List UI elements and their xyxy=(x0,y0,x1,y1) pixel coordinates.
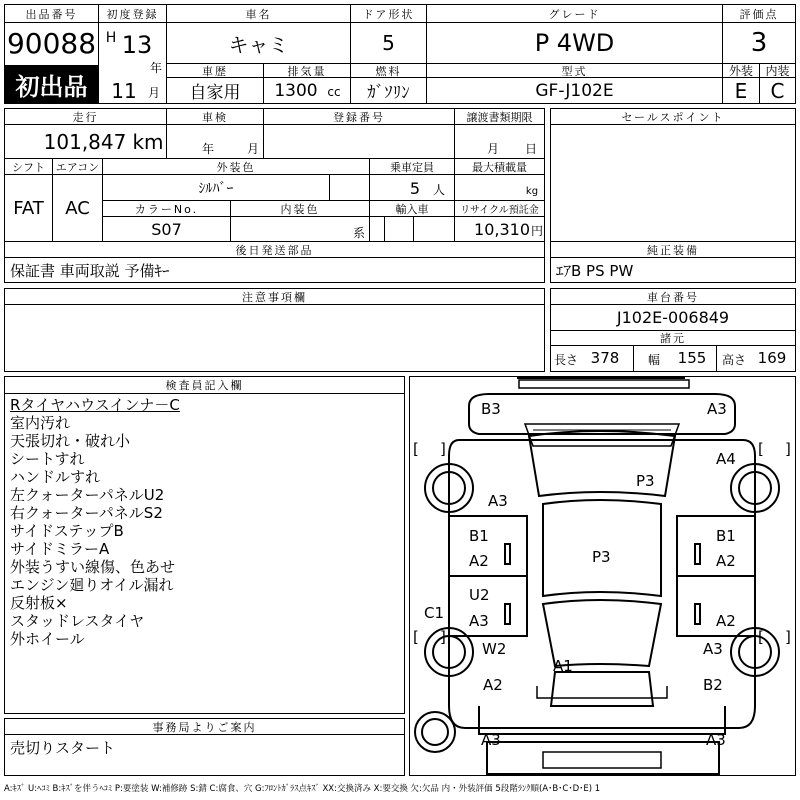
car-outline-drawing xyxy=(409,376,796,776)
dmg-label: B1 xyxy=(716,527,736,545)
lot-number: 90088 xyxy=(6,26,97,60)
dmg-label: U2 xyxy=(469,586,490,604)
office-note: 売切りスタート xyxy=(10,738,116,757)
dmg-label: A3 xyxy=(469,612,489,630)
era: H xyxy=(105,30,117,46)
dmg-label: ] xyxy=(440,628,446,646)
width: 155 xyxy=(677,349,707,367)
inspector-note: ハンドルすれ xyxy=(10,468,101,486)
dmg-label: A3 xyxy=(707,400,727,418)
score: 3 xyxy=(750,28,768,58)
dmg-label: [ xyxy=(758,628,764,646)
history-label: 車歴 xyxy=(167,64,263,77)
dmg-label: A3 xyxy=(481,731,501,749)
exterior-label: 外装 xyxy=(728,64,753,77)
later-parts: 保証書 車両取説 予備ｷｰ xyxy=(10,261,170,280)
ext-color-label: 外装色 xyxy=(103,159,369,174)
interior-label: 内装 xyxy=(765,64,790,77)
color-no-label: カラーNo. xyxy=(103,201,230,216)
dims-label: 諸元 xyxy=(551,331,795,345)
inspector-note: サイドステップB xyxy=(10,522,124,540)
dmg-label: P3 xyxy=(636,472,655,490)
displacement-unit: cc xyxy=(327,85,341,99)
inspector-note: Rタイヤハウスインナ－C xyxy=(10,396,180,414)
transfer-month-unit: 月 xyxy=(486,141,499,156)
dmg-label: A2 xyxy=(469,552,489,570)
score-label: 評価点 xyxy=(723,5,795,22)
reg-month: 11 xyxy=(111,80,137,102)
history: 自家用 xyxy=(189,83,241,103)
dmg-label: B1 xyxy=(469,527,489,545)
dmg-label: [ xyxy=(413,440,419,458)
sales-point-label: セールスポイント xyxy=(551,109,795,124)
capacity-label: 乗車定員 xyxy=(370,159,454,174)
length-label: 長さ xyxy=(554,352,578,367)
transfer-day-unit: 日 xyxy=(524,141,537,156)
grade-label: グレード xyxy=(427,5,722,22)
dmg-label: B2 xyxy=(703,676,723,694)
shift-value: FAT xyxy=(13,197,44,219)
recycle-unit: 円 xyxy=(530,223,543,238)
model-code: GF-J102E xyxy=(535,80,614,101)
dmg-label: P3 xyxy=(592,548,611,566)
car-name: キャミ xyxy=(228,32,289,57)
dmg-label: A2 xyxy=(483,676,503,694)
dmg-label: B3 xyxy=(481,400,501,418)
max-load-label: 最大積載量 xyxy=(455,159,544,174)
color-no: S07 xyxy=(151,219,182,239)
year-unit: 年 xyxy=(149,60,162,74)
chassis-number: J102E-006849 xyxy=(616,308,730,327)
car-name-label: 車名 xyxy=(167,5,350,22)
inspector-note: スタッドレスタイヤ xyxy=(10,612,145,630)
fuel-label: 燃料 xyxy=(351,64,426,77)
reg-year: 13 xyxy=(121,31,153,59)
length: 378 xyxy=(590,349,620,367)
height-label: 高さ xyxy=(721,352,746,367)
dmg-label: ] xyxy=(440,440,446,458)
lot-no-label: 出品番号 xyxy=(5,5,98,22)
inspection-label: 車検 xyxy=(167,109,263,124)
mileage: 101,847 xyxy=(43,130,127,154)
int-color-unit: 系 xyxy=(352,225,365,240)
inspector-note: サイドミラーA xyxy=(10,540,110,558)
inspector-note: 外装うすい線傷、色あせ xyxy=(10,558,176,576)
dmg-label: A2 xyxy=(716,552,736,570)
recycle-label: リサイクル預託金 xyxy=(455,201,544,216)
later-parts-label: 後日発送部品 xyxy=(5,242,544,257)
shift-label: シフト xyxy=(5,159,52,174)
dmg-label: A2 xyxy=(716,612,736,630)
inspector-note: 外ホイール xyxy=(10,630,85,648)
door-label: ドア形状 xyxy=(351,5,426,22)
equipment: ｴｱB PS PW xyxy=(556,261,634,280)
capacity-unit: 人 xyxy=(432,182,445,197)
ext-color: ｼﾙﾊﾞｰ xyxy=(198,180,234,197)
interior-grade: C xyxy=(770,78,785,103)
inspection-year-unit: 年 xyxy=(201,141,214,156)
capacity: 5 xyxy=(409,178,421,198)
dmg-label: C1 xyxy=(424,604,445,622)
exterior-grade: E xyxy=(734,78,748,103)
dmg-label: [ xyxy=(758,440,764,458)
max-load-unit: kg xyxy=(525,185,539,197)
doors: 5 xyxy=(382,31,395,55)
office-label: 事務局よりご案内 xyxy=(5,719,404,734)
inspection-month-unit: 月 xyxy=(246,141,259,156)
month-unit: 月 xyxy=(147,85,160,100)
inspector-note: 反射板× xyxy=(10,594,68,612)
model-label: 型式 xyxy=(427,64,722,77)
mileage-unit: km xyxy=(132,130,164,154)
dmg-label: A1 xyxy=(553,657,573,675)
dmg-label: A3 xyxy=(488,492,508,510)
dmg-label: A3 xyxy=(703,640,723,658)
inspector-note: 右クォーターパネルS2 xyxy=(10,504,163,522)
ac-value: AC xyxy=(65,197,90,219)
inspector-note: 左クォーターパネルU2 xyxy=(10,486,165,504)
displacement-label: 排気量 xyxy=(264,64,350,77)
mileage-label: 走行 xyxy=(5,109,166,124)
import-label: 輸入車 xyxy=(370,201,454,216)
first-listing-badge: 初出品 xyxy=(5,65,98,103)
notes-label: 注意事項欄 xyxy=(5,289,544,304)
chassis-label: 車台番号 xyxy=(551,289,795,304)
fuel: ｶﾞｿﾘﾝ xyxy=(367,83,410,103)
equipment-label: 純正装備 xyxy=(551,242,795,257)
dmg-label: [ xyxy=(413,628,419,646)
dmg-label: W2 xyxy=(482,640,507,658)
grade: P 4WD xyxy=(534,29,615,57)
inspector-note: 天張切れ・破れ小 xyxy=(10,432,131,450)
inspector-label: 検査員記入欄 xyxy=(5,377,404,393)
displacement: 1300 xyxy=(274,80,318,101)
height: 169 xyxy=(757,349,787,367)
plate-label: 登録番号 xyxy=(264,109,454,124)
dmg-label: A4 xyxy=(716,450,736,468)
first-reg-label: 初度登録 xyxy=(99,5,166,22)
transfer-deadline-label: 譲渡書類期限 xyxy=(455,109,544,124)
inspector-note: 室内汚れ xyxy=(10,414,71,432)
recycle-deposit: 10,310 xyxy=(474,219,530,239)
dmg-label: ] xyxy=(785,440,791,458)
ac-label: エアコン xyxy=(53,159,102,174)
inspector-note: エンジン廻りオイル漏れ xyxy=(10,576,174,594)
dmg-label: ] xyxy=(785,628,791,646)
dmg-label: A3 xyxy=(706,731,726,749)
inspector-note: シートすれ xyxy=(10,450,85,468)
int-color-label: 内装色 xyxy=(231,201,369,216)
legend: A:ｷｽﾞ U:ﾍｺﾐ B:ｷｽﾞを伴うﾍｺﾐ P:要塗装 W:補修跡 S:錆 C:腐食、穴 G:ﾌﾛﾝﾄｶﾞﾗｽ点ｷｽﾞ XX:交換済み X:要交換 欠:欠品 内・外装評価 5段階ﾗﾝｸ順(A･B･C･D･E) 1 xyxy=(4,784,601,794)
width-label: 幅 xyxy=(647,352,660,367)
